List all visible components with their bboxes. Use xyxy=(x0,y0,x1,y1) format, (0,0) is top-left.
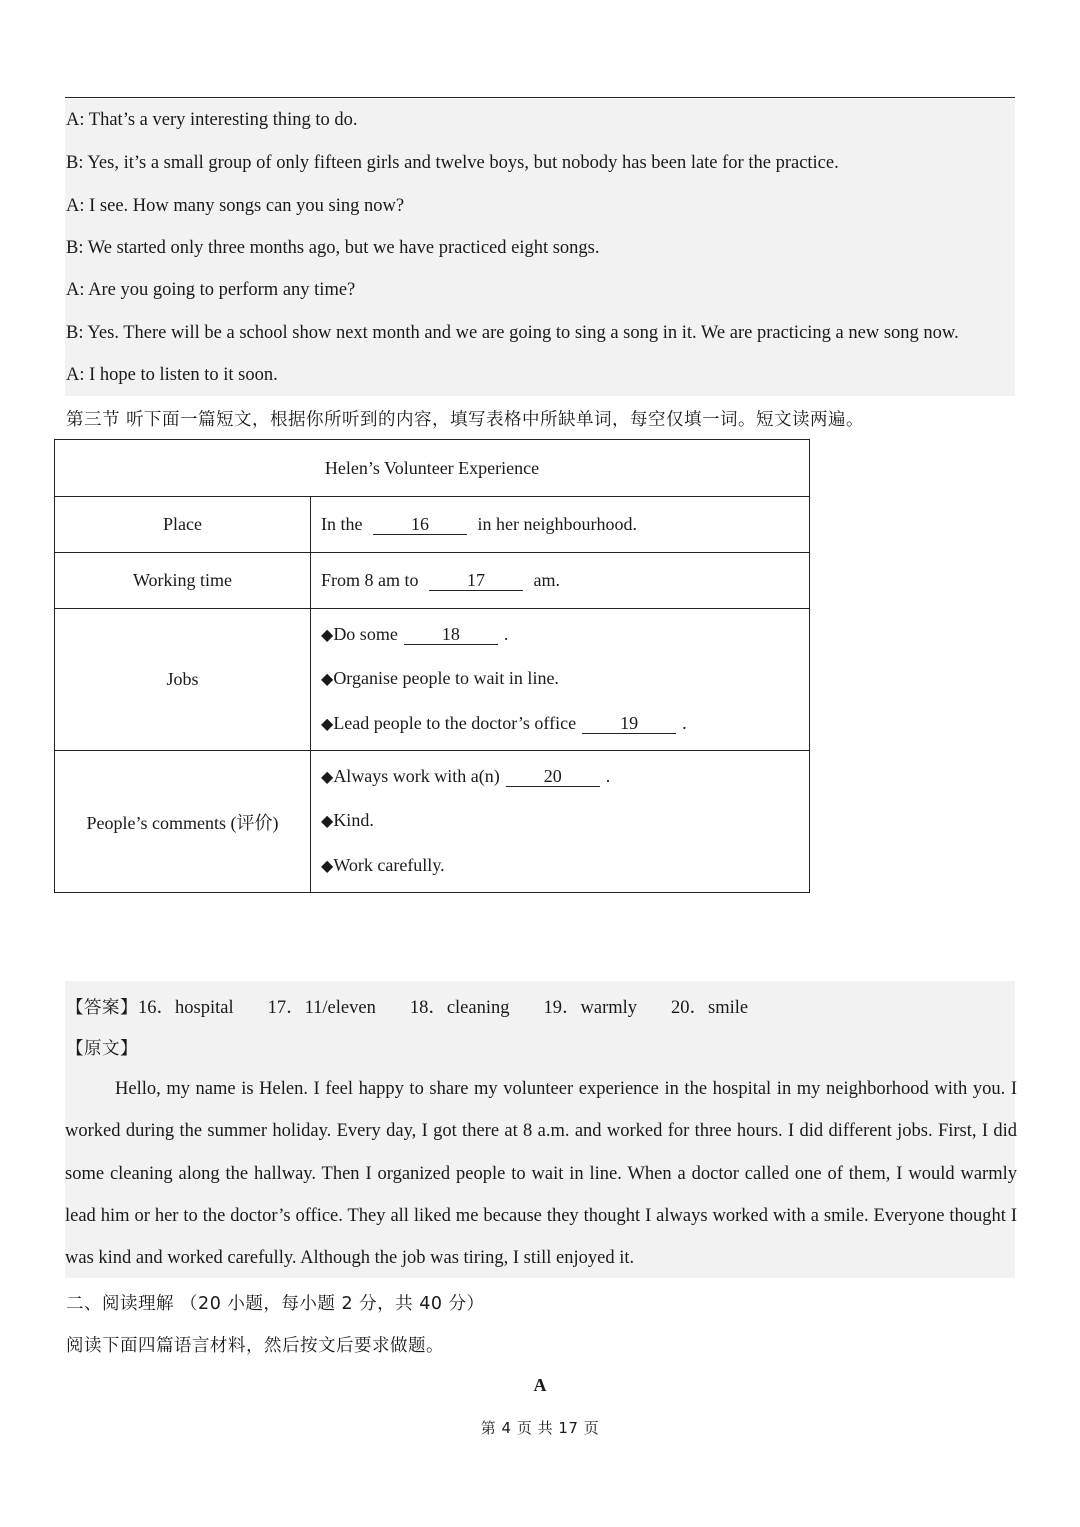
diamond-bullet-icon: ◆ xyxy=(321,671,334,689)
jobs-b1-post: . xyxy=(503,623,509,644)
comments-value xyxy=(311,751,810,893)
comments-bullet-2 xyxy=(321,799,809,844)
place-label: Place xyxy=(55,497,311,553)
working-time-post: am. xyxy=(533,570,560,590)
dialogue-line: A: That’s a very interesting thing to do. xyxy=(66,110,358,130)
blank-16: 16 xyxy=(373,514,467,535)
answer-row xyxy=(66,993,782,1019)
comments-b1-post: . xyxy=(605,765,611,786)
top-rule xyxy=(65,97,1015,98)
comments-b1-pre: Always work with a(n) xyxy=(333,765,500,786)
answer-item: 16．hospital xyxy=(138,998,234,1018)
diamond-bullet-icon: ◆ xyxy=(321,715,334,733)
comments-label: People’s comments (评价) xyxy=(55,751,311,893)
source-text xyxy=(65,1068,1017,1279)
dialogue-line: B: Yes. There will be a school show next month and we are going to sing a song in it. We are practicing a new song now. xyxy=(66,323,959,343)
jobs-b3-post: . xyxy=(682,712,687,733)
comments-b3: Work carefully. xyxy=(333,854,445,875)
reading-instruction: 阅读下面四篇语言材料，然后按文后要求做题。 xyxy=(66,1336,444,1356)
page-footer: 第 4 页 共 17 页 xyxy=(480,1419,600,1437)
working-time-label: Working time xyxy=(55,553,311,609)
comments-bullet-1 xyxy=(321,755,809,800)
answer-label: 【答案】 xyxy=(66,998,138,1018)
volunteer-table xyxy=(54,439,810,893)
table-title: Helen’s Volunteer Experience xyxy=(55,440,810,497)
dialogue-line: B: We started only three months ago, but we have practiced eight songs. xyxy=(66,238,600,258)
answer-item: 18．cleaning xyxy=(409,998,510,1018)
place-value xyxy=(311,497,810,553)
source-text-body: Hello, my name is Helen. I feel happy to share my volunteer experience in the hospital in my neighborhood with you. I worked during the summer holiday. Every day, I got there at 8 a.m. and worked for three hours. I did different jobs. First, I did some cleaning along the hallway. Then I organized people to wait in line. When a doctor called one of them, I would warmly lead him or her to the doctor’s office. They all liked me because they thought I always worked with a smile. Everyone thought I was kind and worked carefully. Although the job was tiring, I still enjoyed it. xyxy=(65,1079,1017,1269)
jobs-bullet-2 xyxy=(321,657,809,702)
dialogue-line: B: Yes, it’s a small group of only fifteen girls and twelve boys, but nobody has been late for the practice. xyxy=(66,153,839,173)
working-time-value xyxy=(311,553,810,609)
blank-20: 20 xyxy=(506,766,600,787)
comments-b2: Kind. xyxy=(333,810,374,831)
reading-heading: 二、阅读理解 （20 小题，每小题 2 分，共 40 分） xyxy=(66,1294,485,1314)
blank-19: 19 xyxy=(582,713,676,734)
jobs-b2: Organise people to wait in line. xyxy=(333,668,559,689)
jobs-label: Jobs xyxy=(55,609,311,751)
section-letter: A xyxy=(533,1375,547,1395)
blank-17: 17 xyxy=(429,570,523,591)
answer-item: 20．smile xyxy=(671,998,749,1018)
working-time-pre: From 8 am to xyxy=(321,570,419,590)
dialogue-line: A: Are you going to perform any time? xyxy=(66,280,356,300)
section3-instruction: 第三节 听下面一篇短文，根据你所听到的内容，填写表格中所缺单词，每空仅填一词。短文读两遍。 xyxy=(66,410,865,430)
diamond-bullet-icon: ◆ xyxy=(321,857,334,875)
jobs-bullet-1 xyxy=(321,613,809,658)
answer-item: 19．warmly xyxy=(543,998,638,1018)
jobs-value xyxy=(311,609,810,751)
answer-item: 17．11/eleven xyxy=(267,998,376,1018)
diamond-bullet-icon: ◆ xyxy=(321,813,334,831)
jobs-b3-pre: Lead people to the doctor’s office xyxy=(333,712,577,733)
dialogue-line: A: I hope to listen to it soon. xyxy=(66,365,278,385)
place-post: in her neighbourhood. xyxy=(477,514,637,534)
jobs-b1-pre: Do some xyxy=(333,623,398,644)
source-label: 【原文】 xyxy=(66,1039,138,1059)
place-pre: In the xyxy=(321,514,363,534)
diamond-bullet-icon: ◆ xyxy=(321,768,334,786)
dialogue-line: A: I see. How many songs can you sing now? xyxy=(66,196,405,216)
blank-18: 18 xyxy=(404,624,498,645)
jobs-bullet-3 xyxy=(321,702,809,747)
diamond-bullet-icon: ◆ xyxy=(321,626,334,644)
comments-bullet-3 xyxy=(321,844,809,889)
